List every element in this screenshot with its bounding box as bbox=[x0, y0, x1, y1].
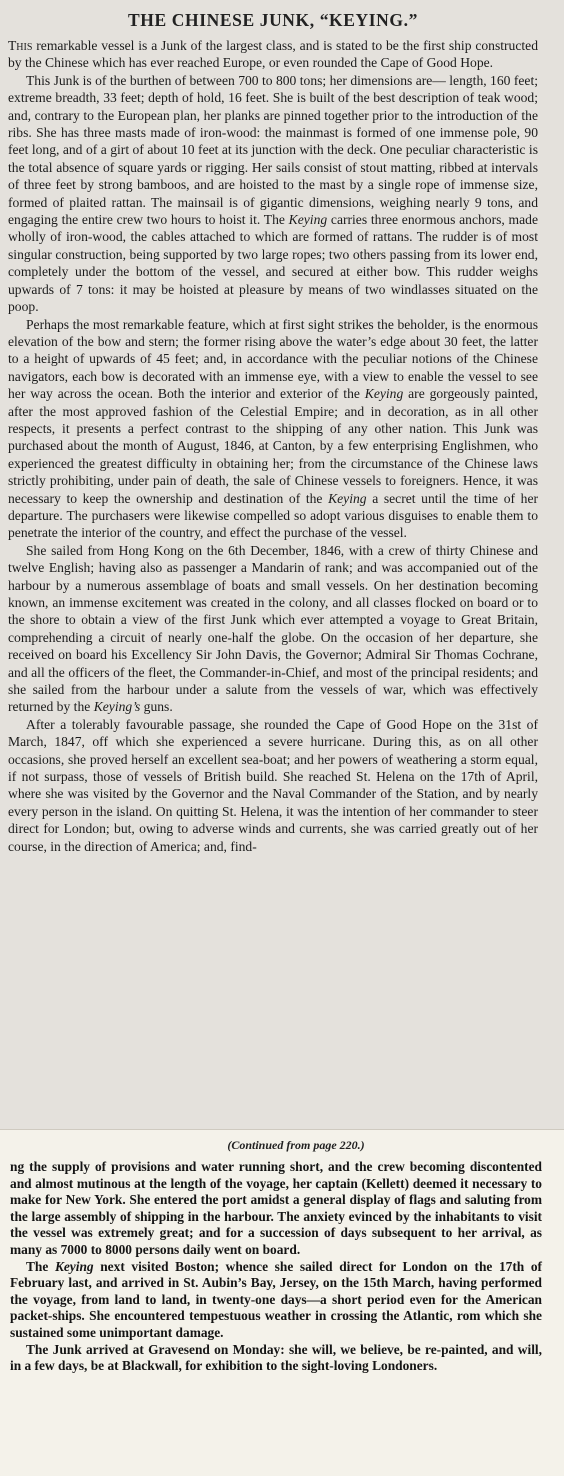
article-paragraph: She sailed from Hong Kong on the 6th December, 1846, with a crew of thirty Chinese and twelve English; having also as passenger a Mandarin of rank; and was accompanied out of the harbour by a numerous assemblage of boats and small vessels. On her destination becoming known, an immense excitement was created in the colony, and all classes flocked on board or to the shore to obtain a view of the first Junk which ever attempted a voyage to Great Britain, comprehending a circuit of nearly one-half the globe. On the occasion of her departure, she received on board his Excellency Sir John Davis, the Governor; Admiral Sir Thomas Cochrane, and all the officers of the fleet, the Commander-in-Chief, and most of the principal residents; and she sailed from the harbour under a salute from the vessels of war, which was effectively returned by the Keying’s guns. bbox=[8, 542, 538, 715]
continuation-header: (Continued from page 220.) bbox=[227, 1138, 365, 1152]
continuation-paragraph: ng the supply of provisions and water running short, and the crew becoming discontented and almost mutinous at the length of the voyage, her captain (Kellett) deemed it necessary to make for New York. She entered the port amidst a general display of flags and saluting from the large assembly of shipping in the harbour. The anxiety evinced by the inhabitants to visit the vessel was extremely great; and for a succession of days subsequent to her arrival, as many as 7000 to 8000 persons daily went on board. bbox=[10, 1159, 542, 1257]
article-paragraph: After a tolerably favourable passage, she rounded the Cape of Good Hope on the 31st of March, 1847, off which she experienced a severe hurricane. During this, as on all other occasions, she proved herself an excellent sea-boat; and her powers of weathering a storm equal, if not surpass, those of vessels of British build. She reached St. Helena on the 17th of April, where she was visited by the Governor and the Naval Commander of the Station, and by nearly every person in the island. On quitting St. Helena, it was the intention of her commander to steer direct for London; but, owing to adverse winds and currents, she was carried greatly out of her course, in the direction of America; and, find- bbox=[8, 716, 538, 854]
continuation-column bbox=[0, 1129, 564, 1476]
continuation-body bbox=[10, 1159, 542, 1375]
ship-name: Keying bbox=[288, 212, 328, 228]
article-body bbox=[8, 37, 538, 855]
ship-name: Keying’s bbox=[93, 699, 141, 715]
article-paragraph: Perhaps the most remarkable feature, which at first sight strikes the beholder, is the enormous elevation of the bow and stern; the former rising above the water’s edge about 30 feet, the latter to a height of upwards of 45 feet; and, in accordance with the peculiar notions of the Chinese navigators, each bow is decorated with an immense eye, with a view to enable the vessel to see her way across the ocean. Both the interior and exterior of the Keying are gorgeously painted, after the most approved fashion of the Celestial Empire; and in decoration, as in all other respects, it presents a perfect contrast to the shipping of any other nation. This Junk was purchased about the month of August, 1846, at Canton, by a few enterprising Englishmen, who experienced the greatest difficulty in obtaining her; from the circumstance of the Chinese laws strictly prohibiting, under pain of death, the sale of Chinese vessels to foreigners. Hence, it was necessary to keep the ownership and destination of the Keying a secret until the time of her departure. The purchasers were likewise compelled so adopt various disguises to enable them to penetrate the interior of the country, and effect the purchase of the vessel. bbox=[8, 316, 539, 541]
article-paragraph: This remarkable vessel is a Junk of the largest class, and is stated to be the first ship constructed by the Chinese which has ever reached Europe, or even rounded the Cape of Good Hope. bbox=[8, 38, 538, 71]
ship-name: Keying bbox=[54, 1258, 94, 1274]
article-paragraph: This Junk is of the burthen of between 700 to 800 tons; her dimensions are— length, 160 feet; extreme breadth, 33 feet; depth of hold, 16 feet. She is built of the best description of teak wood; and, contrary to the European plan, her planks are pinned together prior to the introduction of the ribs. She has three masts made of iron-wood: the mainmast is formed of one immense pole, 90 feet long, and of a girt of about 10 feet at its junction with the deck. One peculiar characteristic is the total absence of square yards or rigging. Her sails consist of stout matting, ribbed at intervals of three feet by strong bamboos, and are hoisted to the mast by a single rope of immense size, formed of plaited rattan. The mainsail is of gigantic dimensions, weighing nearly 9 tons, and engaging the entire crew two hours to hoist it. The Keying carries three enormous anchors, made wholly of iron-wood, the cables attached to which are formed of rattans. The rudder is of most singular construction, being supported by two large ropes; two others passing from its lower end, completely under the bottom of the vessel, and secured at either bow. This rudder weighs upwards of 7 tons: it may be hoisted at pleasure by means of two windlasses situated on the poop. bbox=[8, 72, 538, 315]
ship-name: Keying bbox=[364, 386, 404, 402]
lead-word: This bbox=[8, 38, 33, 53]
continuation-paragraph: The Keying next visited Boston; whence she sailed direct for London on the 17th of February last, and arrived in St. Aubin’s Bay, Jersey, on the 15th March, having performed the voyage, from land to land, in twenty-one days—a short period even for the American packet-ships. She encountered tempestuous weather in crossing the Atlantic, rom which she sustained some unimportant damage. bbox=[10, 1258, 543, 1340]
continuation-paragraph: The Junk arrived at Gravesend on Monday: she will, we believe, be re-painted, and will, in a few days, be at Blackwall, for exhibition to the sight-loving Londoners. bbox=[10, 1341, 542, 1374]
article-title: THE CHINESE JUNK, “KEYING.” bbox=[128, 10, 418, 30]
ship-name: Keying bbox=[328, 490, 367, 506]
